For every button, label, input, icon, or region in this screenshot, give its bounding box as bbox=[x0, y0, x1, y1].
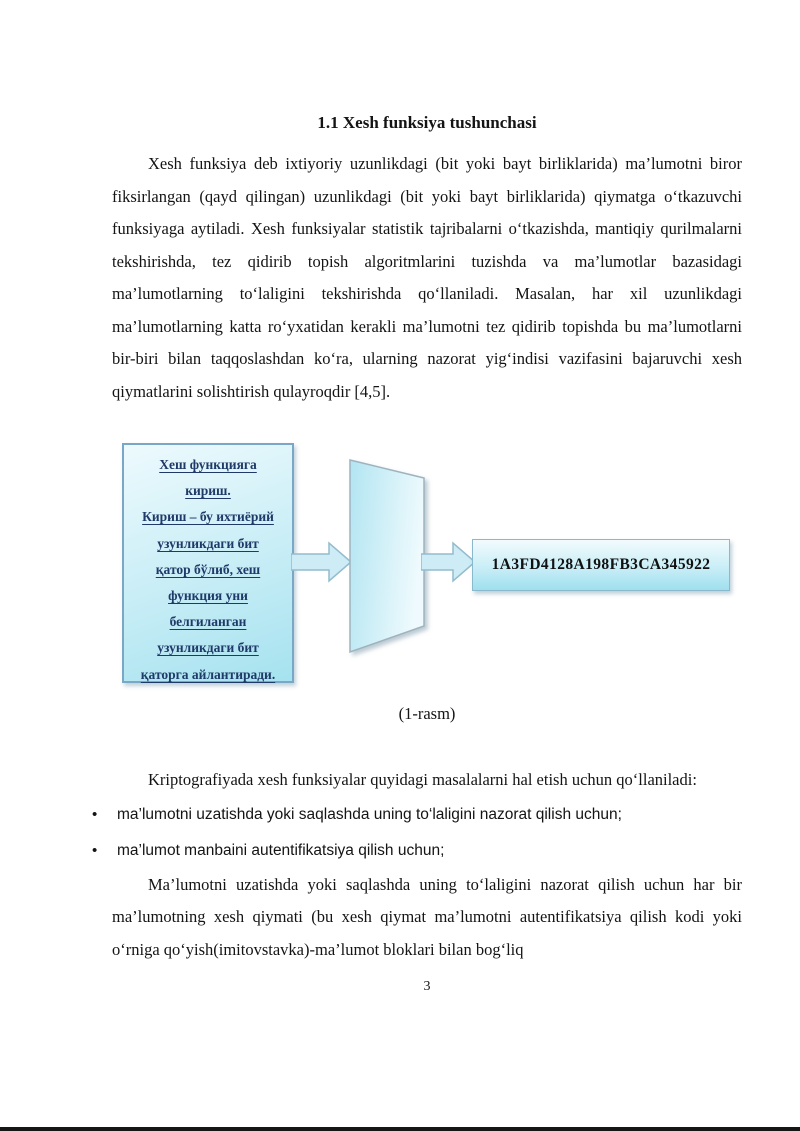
input-box-line: қаторга айлантиради. bbox=[140, 666, 276, 682]
arrow-right-icon bbox=[421, 539, 476, 585]
bullet-icon: • bbox=[92, 805, 98, 823]
section-title: 1.1 Xesh funksiya tushunchasi bbox=[317, 113, 537, 132]
list-item bbox=[92, 797, 742, 833]
input-box-line: функция уни bbox=[168, 588, 248, 604]
list-item bbox=[92, 833, 742, 869]
input-box-line: узунликдаги бит bbox=[157, 535, 259, 551]
input-box-line: Кириш – бу ихтиёрий bbox=[142, 509, 274, 525]
paragraph-intro: Xesh funksiya deb ixtiyoriy uzunlikdagi (bit yoki bayt birliklarida) ma’lumotni biror fiksirlangan (qayd qilingan) uzunlikdagi (bit yoki bayt birliklarida) qiymatga o‘tkazuvchi funksiyaga aytiladi. Xesh funksiyalar statistik tajribalarni o‘tkazishda, mantiqiy qurilmalarni tekshirishda, tez qidirib topish algoritmlarini tuzishda va ma’lumotlar bazasidagi ma’lumotlarning to‘laligini tekshirishda qo‘llaniladi. Masalan, har xil uzunlikdagi ma’lumotlarning katta ro‘yxatidan kerakli ma’lumotni tez qidirib topishda bu ma’lumotlarni bir-biri bilan taqqoslashdan ko‘ra, ularning nazorat yig‘indisi vazifasini bajaruvchi xesh qiymatlarini solishtirish qulayroqdir [4,5]. bbox=[112, 154, 742, 401]
input-box-line: Хеш функцияга bbox=[159, 457, 257, 472]
list-item-text: ma’lumotni uzatishda yoki saqlashda uning to‘laligini nazorat qilish uchun; bbox=[117, 805, 622, 823]
paragraph-integrity: Ma’lumotni uzatishda yoki saqlashda uning to‘laligini nazorat qilish uchun har bir ma’lumotning xesh qiymati (bu xesh qiymat ma’lumotni autentifikatsiya qilish kodi yoki o‘rniga qo‘yish(imitovstavka)-ma’lumot bloklari bilan bog‘liq bbox=[112, 874, 742, 959]
hash-function-shape bbox=[344, 454, 430, 658]
use-case-list bbox=[92, 797, 742, 869]
hash-input-box bbox=[122, 443, 294, 683]
page-number: 3 bbox=[423, 979, 431, 994]
input-box-line: қатор бўлиб, хеш bbox=[155, 561, 261, 577]
paragraph-crypto-intro: Kriptografiyada xesh funksiyalar quyidagi masalalarni hal etish uchun qo‘llaniladi: bbox=[148, 770, 697, 789]
input-box-line: белгиланган bbox=[169, 614, 247, 630]
input-box-line: узунликдаги бит bbox=[157, 640, 259, 656]
bullet-icon: • bbox=[92, 841, 98, 859]
hash-value: 1A3FD4128A198FB3CA345922 bbox=[491, 556, 711, 573]
figure-caption: (1-rasm) bbox=[398, 704, 456, 723]
arrow-right-icon bbox=[291, 539, 352, 585]
input-box-line: кириш. bbox=[185, 483, 231, 499]
scan-edge bbox=[0, 1127, 800, 1131]
text-column bbox=[92, 112, 742, 996]
hash-output-box bbox=[472, 539, 730, 591]
list-item-text: ma’lumot manbaini autentifikatsiya qilish uchun; bbox=[117, 841, 445, 859]
hash-function-figure bbox=[0, 427, 800, 699]
